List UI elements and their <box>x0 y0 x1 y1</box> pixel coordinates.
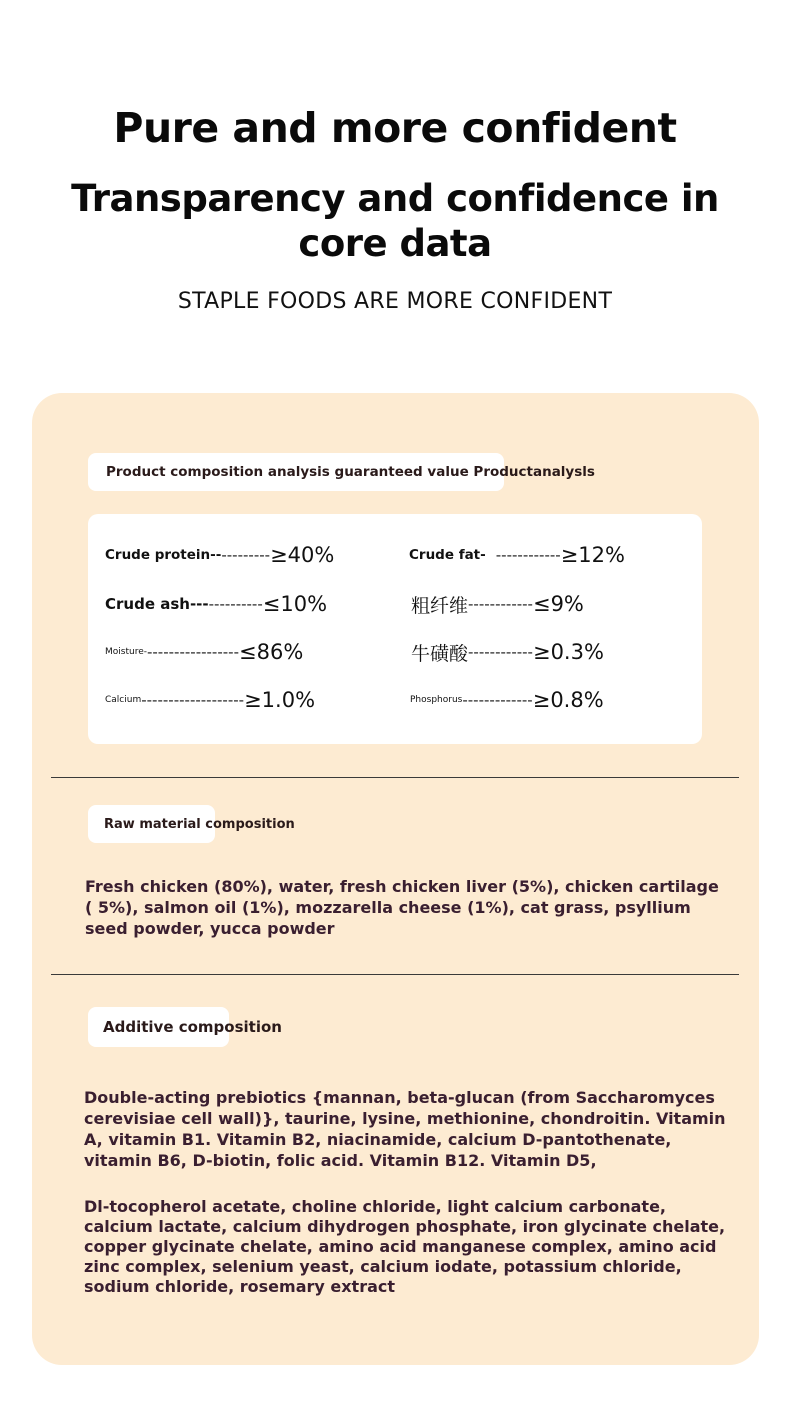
analysis-value: ≥0.8% <box>532 688 604 712</box>
analysis-value: ≤9% <box>532 592 584 616</box>
analysis-label: Crude ash--- <box>105 595 209 613</box>
analysis-label: Moisture- <box>105 647 147 657</box>
analysis-item-moisture <box>105 637 395 667</box>
analysis-label: Crude fat- <box>409 547 486 563</box>
analysis-dashes: ----------------- <box>146 643 239 661</box>
analysis-value: ≥0.3% <box>532 640 604 664</box>
analysis-table <box>88 514 702 744</box>
analysis-dashes: --------- <box>221 546 271 564</box>
analysis-value: ≤10% <box>262 592 328 616</box>
additive-heading: Additive composition <box>88 1007 229 1047</box>
analysis-label: Phosphorus <box>410 695 463 705</box>
analysis-value: ≤86% <box>239 640 304 664</box>
page-subtitle: Transparency and confidence in core data <box>71 177 719 265</box>
analysis-item-calcium <box>105 685 395 715</box>
analysis-item-crude-protein <box>105 540 395 570</box>
raw-material-text: Fresh chicken (80%), water, fresh chicken liver (5%), chicken cartilage ( 5%), salmon oil (1%), mozzarella cheese (1%), cat grass, psyllium seed powder, yucca powder <box>85 877 719 938</box>
analysis-item-crude-fiber <box>411 589 701 619</box>
analysis-dashes: ------------- <box>462 691 533 709</box>
analysis-value: ≥12% <box>560 543 625 567</box>
analysis-item-phosphorus <box>410 685 700 715</box>
analysis-dashes: ------------------- <box>141 691 245 709</box>
additive-text-secondary: Dl-tocopherol acetate, choline chloride, light calcium carbonate, calcium lactate, calcium dihydrogen phosphate, iron glycinate chelate, copper glycinate chelate, amino acid manganese complex, amino acid zinc complex, selenium yeast, calcium iodate, potassium chloride, sodium chloride, rosemary extract <box>84 1197 726 1296</box>
analysis-value: ≥40% <box>270 543 335 567</box>
page-title: Pure and more confident <box>113 104 677 152</box>
analysis-value: ≥1.0% <box>244 688 316 712</box>
analysis-label: 牛磺酸 <box>411 642 469 665</box>
analysis-label: Crude protein-- <box>105 547 222 563</box>
analysis-item-taurine <box>411 637 701 667</box>
page-tagline: STAPLE FOODS ARE MORE CONFIDENT <box>177 289 613 314</box>
analysis-label: Calcium <box>105 695 142 705</box>
raw-material-heading: Raw material composition <box>88 805 215 843</box>
analysis-item-crude-fat <box>409 540 699 570</box>
analysis-heading: Product composition analysis guaranteed value Productanalysls <box>88 453 504 491</box>
analysis-dashes: ---------- <box>208 595 263 613</box>
analysis-dashes: ------------ <box>468 643 533 661</box>
section-divider <box>51 974 739 975</box>
section-divider <box>51 777 739 778</box>
additive-text-primary: Double-acting prebiotics {mannan, beta-glucan (from Saccharomyces cerevisiae cell wall)}, taurine, lysine, methionine, chondroitin. Vitamin A, vitamin B1. Vitamin B2, niacinamide, calcium D-pantothenate, vitamin B6, D-biotin, folic acid. Vitamin B12. Vitamin D5, <box>84 1088 726 1170</box>
analysis-label: 粗纤维 <box>411 594 469 617</box>
info-card <box>32 393 759 1365</box>
analysis-dashes: ------------ <box>468 595 533 613</box>
analysis-item-crude-ash <box>105 589 395 619</box>
analysis-dashes: ------------ <box>495 546 561 564</box>
